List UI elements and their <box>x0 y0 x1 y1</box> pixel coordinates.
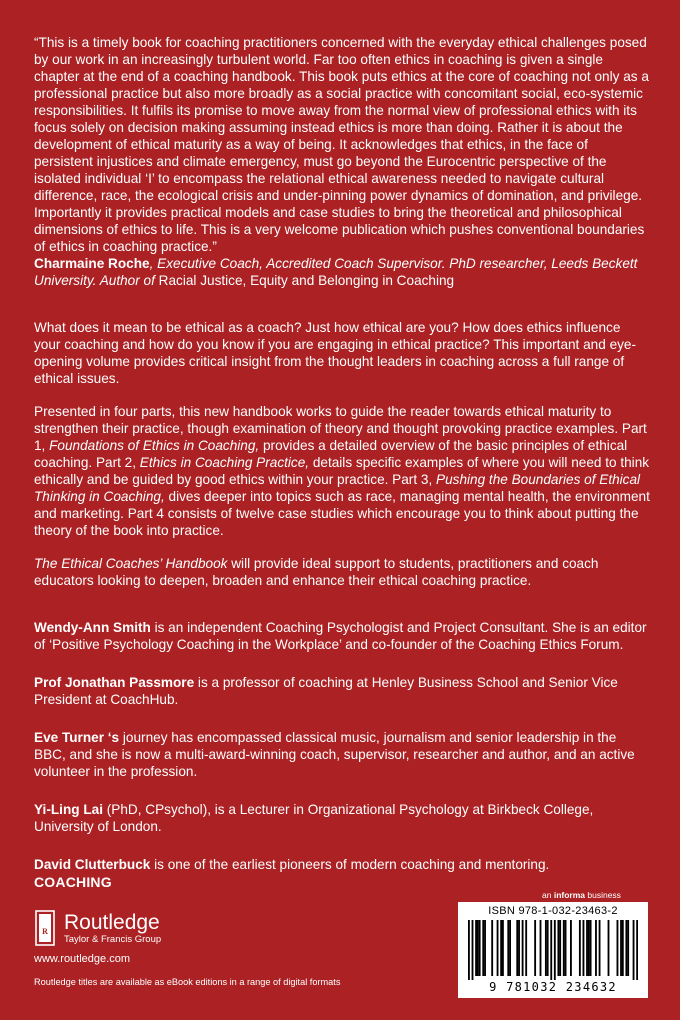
barcode-bar <box>627 920 629 976</box>
barcode-bar <box>557 920 559 976</box>
quote-attribution <box>34 255 650 289</box>
publisher-website: www.routledge.com <box>34 953 130 965</box>
endorsement-quote <box>34 34 650 289</box>
barcode-bar <box>472 920 474 980</box>
barcode-bar <box>636 920 638 980</box>
subject-category: COACHING <box>34 874 112 890</box>
quote-text: “This is a timely book for coaching practitioners concerned with the everyday ethical challenges posed by our work in an increasingly turbulent world. Far too often ethics in coaching is given a single chapter at the end of a coaching handbook. This book puts ethics at the core of coaching not only as a professional practice but also more broadly as a social practice with concomitant social, eco-systemic responsibilities. It fulfils its promise to move away from the normal view of professional ethics with its focus solely on decision making assuming instead ethics is more than doing. Rather it is about the development of ethical maturity as a way of being. It acknowledges that ethics, in the face of persistent injustices and climate emergency, must go beyond the Eurocentric perspective of the isolated individual ‘I’ to encompass the relational ethical awareness needed to navigate cultural difference, race, the ecological crisis and under-pinning power dynamics of domination, and privilege. Importantly it provides practical models and case studies to bring the theoretical and philosophical dimensions of ethics to life. This is a very welcome publication which pushes conventional boundaries of ethics in coaching practice.” <box>34 35 649 254</box>
part2-title: Ethics in Coaching Practice, <box>139 455 310 470</box>
barcode-bar <box>500 920 502 976</box>
book-title: The Ethical Coaches’ Handbook <box>34 556 228 571</box>
barcode-bar <box>516 920 518 976</box>
barcode-bar <box>525 920 527 976</box>
parts-text-2: provides a detailed overview of the basic principles of ethical coaching. Part 2, <box>34 438 628 470</box>
quote-author: Charmaine Roche <box>34 256 150 271</box>
barcode-bar <box>497 920 499 976</box>
author-bio-text: journey has encompassed classical music, journalism and senior leadership in the BBC, and she is now a multi-award-winning coach, supervisor, researcher and author, and an active volunteer in the profession. <box>34 730 635 779</box>
publisher-wordmark <box>64 912 161 946</box>
barcode-bar <box>599 920 601 976</box>
barcode-bar <box>550 920 552 980</box>
informa-prefix: an <box>542 890 554 900</box>
informa-business-label <box>542 890 621 900</box>
barcode-bar <box>565 920 567 976</box>
author-bio-text: is an independent Coaching Psychologist and Project Consultant. She is an editor of ‘Positive Psychology Coaching in the Workplace’ and co-founder of the Coaching Ethics Forum. <box>34 620 647 652</box>
isbn-barcode <box>458 902 648 998</box>
closing-text: will provide ideal support to students, practitioners and coach educators looking to deepen, broaden and enhance their ethical coaching practice. <box>34 556 599 588</box>
barcode-bar <box>595 920 597 976</box>
quote-author-role: , Executive Coach, Accredited Coach Supervisor. PhD researcher, Leeds Beckett University. Author of <box>34 256 638 288</box>
routledge-emblem-icon <box>34 907 56 951</box>
quote-author-book: Racial Justice, Equity and Belonging in Coaching <box>158 273 455 288</box>
author-bio <box>34 619 650 653</box>
author-name: David Clutterbuck <box>34 857 151 872</box>
barcode-bar <box>622 920 624 976</box>
author-bio <box>34 856 650 873</box>
barcode-bar <box>620 920 622 976</box>
parts-text-3: details specific examples of where you will need to think ethically and be guided by good ethics within your practice. Part 3, <box>34 455 650 487</box>
barcode-bar <box>509 920 511 976</box>
isbn-label: ISBN 978-1-032-23463-2 <box>488 905 618 917</box>
barcode-bar <box>522 920 524 976</box>
barcode-bar <box>518 920 520 976</box>
part3-title: Pushing the Boundaries of Ethical Thinking in Coaching, <box>34 472 641 504</box>
barcode-bar <box>502 920 504 976</box>
publisher-logo <box>34 905 161 953</box>
author-name: Yi-Ling Lai <box>34 802 103 817</box>
barcode-bar <box>540 920 542 976</box>
barcode-bar <box>579 920 581 976</box>
publisher-group: Taylor & Francis Group <box>64 934 162 945</box>
barcode-bar <box>475 920 477 976</box>
author-bio <box>34 801 650 835</box>
barcode-bar <box>625 920 627 976</box>
barcode-bar <box>482 920 484 976</box>
barcode-bars <box>468 920 638 980</box>
parts-paragraph <box>34 403 650 539</box>
barcode-bar <box>479 920 481 976</box>
barcode-bar <box>563 920 565 976</box>
author-name: Wendy-Ann Smith <box>34 620 151 635</box>
parts-text-4: dives deeper into topics such as race, managing mental health, the environment and marketing. Part 4 consists of twelve case studies which encourage you to think about putting the theory of the book into practice. <box>34 489 650 538</box>
svg-text:R: R <box>42 927 48 936</box>
barcode-bar <box>633 920 635 980</box>
barcode-bar <box>617 920 619 976</box>
barcode-bar <box>583 920 585 976</box>
barcode-bar <box>554 920 556 980</box>
intro-paragraph: What does it mean to be ethical as a coach? Just how ethical are you? How does ethics influence your coaching and how do you know if you are engaging in ethical practice? This important and eye-opening volume provides critical insight from the thought leaders in coaching across a full range of ethical issues. <box>34 320 637 386</box>
barcode-bar <box>491 920 493 976</box>
informa-brand: informa <box>553 890 585 900</box>
barcode-bar <box>547 920 549 976</box>
barcode-bar <box>559 920 561 976</box>
barcode-bar <box>468 920 470 980</box>
author-bio-text: is a professor of coaching at Henley Business School and Senior Vice President at CoachHub. <box>34 675 618 707</box>
publisher-name: Routledge <box>64 911 160 934</box>
author-bio-text: (PhD, CPsychol), is a Lecturer in Organizational Psychology at Birkbeck College, University of London. <box>34 802 594 834</box>
barcode-bar <box>534 920 536 976</box>
informa-suffix: business <box>585 890 621 900</box>
ebook-note: Routledge titles are available as eBook editions in a range of digital formats <box>34 977 341 987</box>
barcode-bar <box>570 920 572 976</box>
barcode-bar <box>477 920 479 976</box>
barcode-bar <box>507 920 509 976</box>
barcode-digits: 9 781032 234632 <box>489 980 617 994</box>
author-bio-text: is one of the earliest pioneers of modern coaching and mentoring. <box>150 857 550 872</box>
closing-paragraph <box>34 555 650 589</box>
author-bio <box>34 674 650 708</box>
barcode-bar <box>545 920 547 976</box>
barcode-bar <box>586 920 588 976</box>
barcode-bar <box>484 920 486 976</box>
barcode-bar <box>588 920 590 976</box>
part1-title: Foundations of Ethics in Coaching, <box>49 438 260 453</box>
barcode-bar <box>590 920 592 976</box>
author-name: Eve Turner ‘s <box>34 730 120 745</box>
author-bio <box>34 729 650 780</box>
back-cover-text <box>34 34 650 873</box>
author-name: Prof Jonathan Passmore <box>34 675 195 690</box>
parts-text-1: Presented in four parts, this new handbook works to guide the reader towards ethical maturity to strengthen their practice, though examination of theory and thought provoking practice examples. Part 1, <box>34 404 647 453</box>
barcode-bar <box>608 920 610 976</box>
